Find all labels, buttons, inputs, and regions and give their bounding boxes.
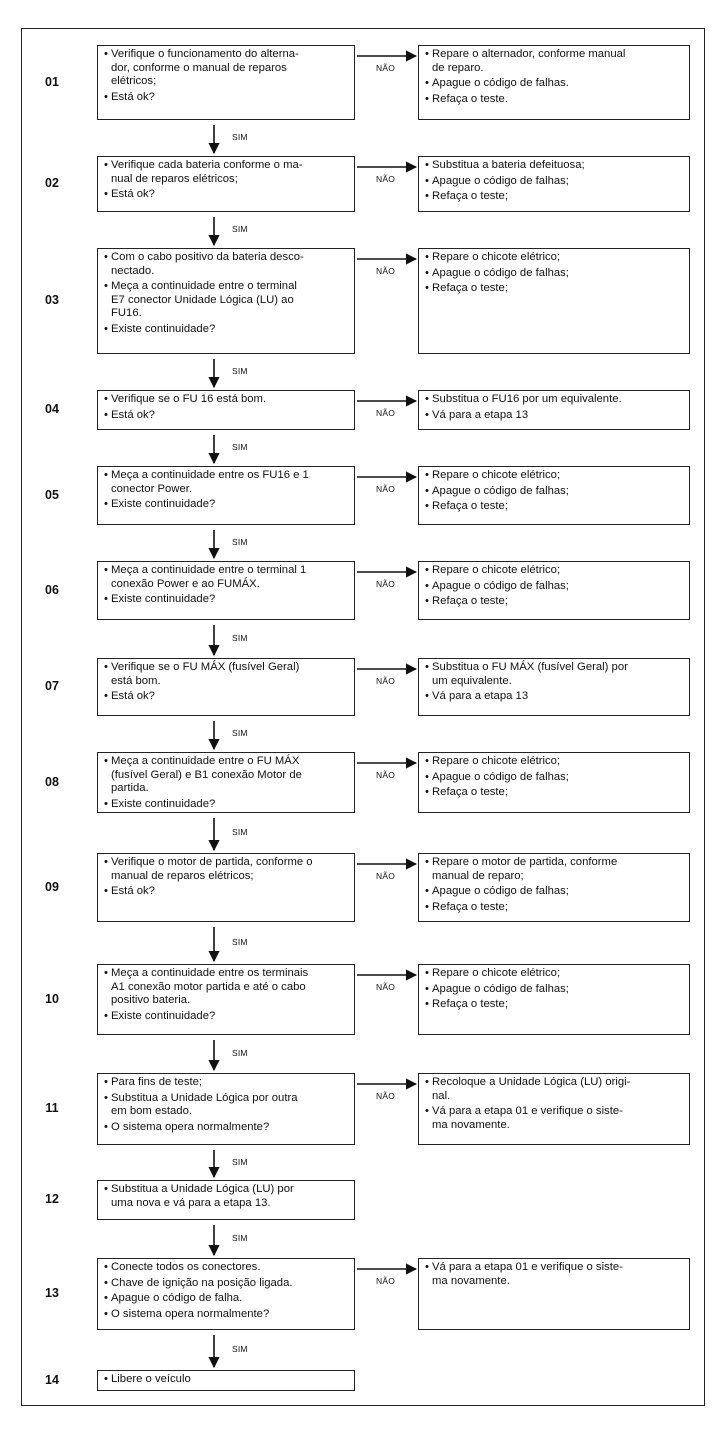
bullet-item: • Apague o código de falhas; (425, 580, 685, 594)
check-box (97, 1370, 355, 1391)
bullet-item: • Substitua o FU16 por um equivalente. (425, 393, 685, 407)
step-number: 09 (45, 879, 59, 894)
step-number: 02 (45, 176, 59, 190)
no-label: NÃO (376, 408, 396, 418)
step-number: 01 (45, 74, 59, 89)
check-box (97, 853, 355, 922)
yes-label: SIM (232, 633, 248, 643)
bullet-item: • Repare o motor de partida, conforme manual de reparo; (425, 856, 685, 883)
yes-label: SIM (232, 442, 248, 452)
no-label: NÃO (376, 484, 396, 494)
bullet-item: • Vá para a etapa 13 (425, 690, 685, 704)
step-number: 06 (45, 582, 59, 597)
step-number: 14 (45, 1372, 59, 1387)
action-box (418, 45, 690, 120)
bullet-item: • Repare o chicote elétrico; (425, 251, 685, 265)
step-number: 07 (45, 679, 59, 693)
check-box (97, 1180, 355, 1220)
no-label: NÃO (376, 266, 396, 276)
action-box (418, 752, 690, 813)
bullet-item: • Meça a continuidade entre os FU16 e 1 conector Power. (104, 469, 350, 496)
action-box (418, 561, 690, 620)
bullet-item: • Apague o código de falhas; (425, 175, 685, 189)
yes-label: SIM (232, 728, 248, 738)
check-box (97, 1258, 355, 1330)
no-label: NÃO (376, 1276, 396, 1286)
bullet-item: • Verifique se o FU MÁX (fusível Geral) está bom. (104, 661, 350, 688)
bullet-item: • Meça a continuidade entre o FU MÁX (fusível Geral) e B1 conexão Motor de partida. (104, 755, 350, 796)
bullet-item: • Apague o código de falhas. (425, 77, 685, 91)
yes-label: SIM (232, 827, 248, 837)
check-box (97, 964, 355, 1035)
bullet-item: • Apague o código de falhas; (425, 983, 685, 997)
step-number: 08 (45, 774, 59, 789)
yes-label: SIM (232, 1048, 248, 1058)
bullet-item: • Está ok? (104, 690, 350, 704)
no-label: NÃO (376, 174, 396, 184)
action-box (418, 964, 690, 1035)
no-label: NÃO (376, 982, 396, 992)
step-number: 05 (45, 487, 59, 502)
check-box (97, 248, 355, 354)
bullet-item: • Está ok? (104, 409, 350, 423)
check-box (97, 1073, 355, 1145)
no-label: NÃO (376, 676, 396, 686)
check-box (97, 658, 355, 716)
bullet-item: • Refaça o teste; (425, 998, 685, 1012)
action-box (418, 658, 690, 716)
action-box (418, 853, 690, 922)
step-number: 04 (45, 402, 59, 416)
no-label: NÃO (376, 579, 396, 589)
bullet-item: • Está ok? (104, 91, 350, 105)
yes-label: SIM (232, 132, 248, 142)
yes-label: SIM (232, 537, 248, 547)
check-box (97, 45, 355, 120)
bullet-item: • Repare o chicote elétrico; (425, 755, 685, 769)
bullet-item: • Verifique cada bateria conforme o ma- nual de reparos elétricos; (104, 159, 350, 186)
bullet-item: • Verifique o motor de partida, conforme o manual de reparos elétricos; (104, 856, 350, 883)
bullet-item: • Substitua a Unidade Lógica por outra em bom estado. (104, 1092, 350, 1119)
bullet-item: • Refaça o teste; (425, 190, 685, 204)
bullet-item: • Refaça o teste; (425, 901, 685, 915)
bullet-item: • Conecte todos os conectores. (104, 1261, 350, 1275)
bullet-item: • Para fins de teste; (104, 1076, 350, 1090)
step-number: 13 (45, 1286, 59, 1300)
check-box (97, 390, 355, 430)
yes-label: SIM (232, 1156, 248, 1167)
action-box (418, 1258, 690, 1330)
no-label: NÃO (376, 63, 396, 73)
check-box (97, 466, 355, 525)
check-box (97, 156, 355, 212)
action-box (418, 248, 690, 354)
yes-label: SIM (232, 1233, 248, 1243)
bullet-item: • Substitua a bateria defeituosa; (425, 159, 685, 173)
check-box (97, 752, 355, 813)
bullet-item: • Refaça o teste; (425, 500, 685, 514)
step-number: 11 (45, 1101, 59, 1115)
bullet-item: • Refaça o teste; (425, 595, 685, 609)
bullet-item: • Vá para a etapa 13 (425, 409, 685, 423)
bullet-item: • Apague o código de falhas; (425, 267, 685, 281)
bullet-item: • Refaça o teste; (425, 786, 685, 800)
bullet-item: • Repare o alternador, conforme manual de reparo. (425, 48, 685, 75)
yes-label: SIM (232, 1344, 248, 1354)
bullet-item: • Repare o chicote elétrico; (425, 967, 685, 981)
action-box (418, 1073, 690, 1145)
bullet-item: • Existe continuidade? (104, 1010, 350, 1024)
action-box (418, 390, 690, 430)
bullet-item: • Refaça o teste; (425, 282, 685, 296)
bullet-item: • Substitua o FU MÁX (fusível Geral) por um equivalente. (425, 661, 685, 688)
bullet-item: • Vá para a etapa 01 e verifique o siste- ma novamente. (425, 1105, 685, 1132)
bullet-item: • Existe continuidade? (104, 593, 350, 607)
check-box (97, 561, 355, 620)
bullet-item: • Apague o código de falhas; (425, 885, 685, 899)
step-number: 10 (45, 991, 59, 1006)
bullet-item: • Refaça o teste. (425, 93, 685, 107)
bullet-item: • Existe continuidade? (104, 498, 350, 512)
yes-label: SIM (232, 224, 248, 234)
no-label: NÃO (376, 871, 396, 881)
bullet-item: • Com o cabo positivo da bateria desco- nectado. (104, 251, 350, 278)
bullet-item: • Recoloque a Unidade Lógica (LU) origi- nal. (425, 1076, 685, 1103)
bullet-item: • Existe continuidade? (104, 798, 350, 812)
bullet-item: • O sistema opera normalmente? (104, 1121, 350, 1135)
bullet-item: • Apague o código de falhas; (425, 771, 685, 785)
bullet-item: • Está ok? (104, 885, 350, 899)
bullet-item: • Substitua a Unidade Lógica (LU) por uma nova e vá para a etapa 13. (104, 1183, 350, 1210)
yes-label: SIM (232, 366, 248, 376)
bullet-item: • Verifique o funcionamento do alterna- dor, conforme o manual de reparos elétricos; (104, 48, 350, 89)
bullet-item: • O sistema opera normalmente? (104, 1308, 350, 1322)
bullet-item: • Repare o chicote elétrico; (425, 564, 685, 578)
bullet-item: • Meça a continuidade entre o terminal E7 conector Unidade Lógica (LU) ao FU16. (104, 280, 350, 321)
step-number: 03 (45, 293, 59, 307)
yes-label: SIM (232, 937, 248, 947)
bullet-item: • Vá para a etapa 01 e verifique o siste- ma novamente. (425, 1261, 685, 1288)
bullet-item: • Verifique se o FU 16 está bom. (104, 393, 350, 407)
bullet-item: • Apague o código de falhas; (425, 485, 685, 499)
step-number: 12 (45, 1192, 59, 1206)
bullet-item: • Repare o chicote elétrico; (425, 469, 685, 483)
no-label: NÃO (376, 1091, 396, 1101)
no-label: NÃO (376, 770, 396, 780)
bullet-item: • Chave de ignição na posição ligada. (104, 1277, 350, 1291)
action-box (418, 466, 690, 525)
bullet-item: • Está ok? (104, 188, 350, 202)
bullet-item: • Existe continuidade? (104, 323, 350, 337)
bullet-item: • Meça a continuidade entre o terminal 1 conexão Power e ao FUMÁX. (104, 564, 350, 591)
bullet-item: • Meça a continuidade entre os terminais A1 conexão motor partida e até o cabo positivo bateria. (104, 967, 350, 1008)
action-box (418, 156, 690, 212)
bullet-item: • Libere o veículo (104, 1373, 350, 1387)
bullet-item: • Apague o código de falha. (104, 1292, 350, 1306)
